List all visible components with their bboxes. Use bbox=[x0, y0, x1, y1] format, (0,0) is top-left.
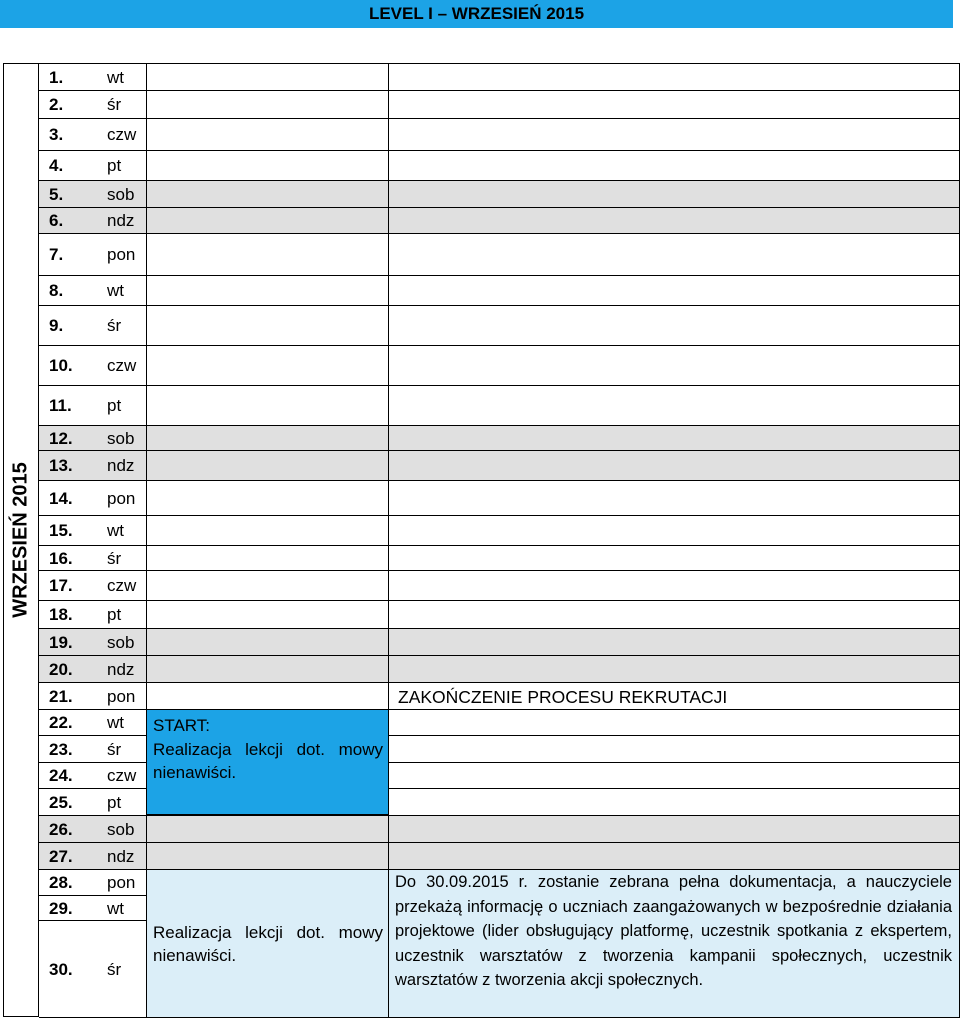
day-row bbox=[39, 118, 959, 150]
lessons-text-2: Realizacja lekcji dot. mowy nienawiści. bbox=[153, 923, 383, 965]
day-number: 26. bbox=[49, 820, 73, 839]
day-number: 9. bbox=[49, 316, 64, 335]
day-number: 30. bbox=[49, 960, 73, 979]
day-row bbox=[39, 180, 959, 207]
row-divider bbox=[388, 762, 959, 763]
day-row bbox=[39, 305, 959, 345]
day-of-week: śr bbox=[107, 960, 122, 979]
recruitment-end-text: ZAKOŃCZENIE PROCESU REKRUTACJI bbox=[398, 687, 728, 707]
day-row bbox=[39, 233, 959, 275]
day-of-week: śr bbox=[107, 95, 122, 114]
day-of-week: pon bbox=[107, 873, 136, 892]
header-title: LEVEL I – WRZESIEŃ 2015 bbox=[368, 4, 585, 23]
day-of-week: sob bbox=[107, 429, 135, 448]
day-row bbox=[39, 762, 146, 788]
day-number: 14. bbox=[49, 489, 73, 508]
day-of-week: czw bbox=[107, 576, 137, 595]
day-number: 23. bbox=[49, 740, 73, 759]
day-number: 22. bbox=[49, 713, 73, 732]
day-of-week: wt bbox=[107, 521, 124, 540]
day-number: 12. bbox=[49, 429, 73, 448]
day-row bbox=[39, 275, 959, 305]
day-row bbox=[39, 600, 959, 628]
day-row bbox=[39, 788, 146, 815]
day-of-week: ndz bbox=[107, 847, 135, 866]
day-of-week: ndz bbox=[107, 211, 135, 230]
day-of-week: śr bbox=[107, 740, 122, 759]
day-number: 5. bbox=[49, 185, 64, 204]
day-number: 8. bbox=[49, 281, 64, 300]
day-number: 27. bbox=[49, 847, 73, 866]
day-of-week: pt bbox=[107, 605, 122, 624]
day-of-week: pon bbox=[107, 245, 136, 264]
day-number: 16. bbox=[49, 549, 73, 568]
row-divider bbox=[388, 709, 959, 710]
day-of-week: czw bbox=[107, 766, 137, 785]
day-of-week: sob bbox=[107, 185, 135, 204]
day-of-week: czw bbox=[107, 356, 137, 375]
day-of-week: ndz bbox=[107, 660, 135, 679]
documentation-text: Do 30.09.2015 r. zostanie zebrana pełna dokumentacja, a nauczyciele przekażą informację o uczniach zaangażowanych w bezpośrednie działania projektowe (lider obsługujący platformę, uczestnik spotkania z ekspertem, uczestnik warsztatów z tworzenia kampanii społecznych, uczestnik warsztatów z tworzenia akcji społecznych. bbox=[395, 873, 952, 989]
day-row bbox=[39, 345, 959, 385]
day-number: 19. bbox=[49, 633, 73, 652]
day-number: 1. bbox=[49, 68, 64, 87]
day-number: 18. bbox=[49, 605, 73, 624]
day-row bbox=[39, 628, 959, 655]
row-divider bbox=[388, 788, 959, 789]
day-row bbox=[39, 63, 959, 90]
day-number: 21. bbox=[49, 687, 73, 706]
start-label: START: bbox=[153, 716, 210, 735]
month-label: WRZESIEŃ 2015 bbox=[9, 462, 32, 618]
day-row bbox=[39, 735, 146, 762]
day-row bbox=[39, 570, 959, 600]
day-number: 10. bbox=[49, 356, 73, 375]
day-row bbox=[39, 207, 959, 233]
column-divider bbox=[146, 63, 147, 709]
day-number: 20. bbox=[49, 660, 73, 679]
row-divider bbox=[388, 735, 959, 736]
day-of-week: pt bbox=[107, 793, 122, 812]
day-of-week: wt bbox=[107, 713, 124, 732]
day-of-week: pt bbox=[107, 396, 122, 415]
column-divider bbox=[146, 815, 147, 869]
row-divider bbox=[388, 815, 959, 816]
day-number: 4. bbox=[49, 156, 64, 175]
day-of-week: czw bbox=[107, 125, 137, 144]
day-of-week: wt bbox=[107, 281, 124, 300]
day-row bbox=[39, 920, 146, 1018]
day-of-week: pon bbox=[107, 687, 136, 706]
day-number: 7. bbox=[49, 245, 64, 264]
day-row bbox=[39, 842, 959, 869]
day-of-week: sob bbox=[107, 820, 135, 839]
day-number: 29. bbox=[49, 899, 73, 918]
day-row bbox=[39, 545, 959, 570]
day-row bbox=[39, 655, 959, 682]
day-number: 13. bbox=[49, 456, 73, 475]
day-of-week: ndz bbox=[107, 456, 135, 475]
day-number: 28. bbox=[49, 873, 73, 892]
day-of-week: pt bbox=[107, 156, 122, 175]
day-of-week: pon bbox=[107, 489, 136, 508]
day-row bbox=[39, 895, 146, 920]
day-row bbox=[39, 869, 146, 895]
day-row bbox=[39, 150, 959, 180]
day-row bbox=[39, 90, 959, 118]
day-number: 25. bbox=[49, 793, 73, 812]
day-row bbox=[39, 709, 146, 735]
day-number: 15. bbox=[49, 521, 73, 540]
day-of-week: śr bbox=[107, 316, 122, 335]
day-number: 3. bbox=[49, 125, 64, 144]
day-row bbox=[39, 480, 959, 515]
day-row bbox=[39, 425, 959, 450]
row-divider bbox=[388, 842, 959, 843]
day-number: 24. bbox=[49, 766, 73, 785]
day-row bbox=[39, 385, 959, 425]
day-number: 6. bbox=[49, 211, 64, 230]
day-of-week: wt bbox=[107, 68, 124, 87]
day-row bbox=[39, 815, 959, 842]
day-row bbox=[39, 515, 959, 545]
day-number: 2. bbox=[49, 95, 64, 114]
day-row bbox=[39, 450, 959, 480]
day-number: 17. bbox=[49, 576, 73, 595]
day-of-week: wt bbox=[107, 899, 124, 918]
day-of-week: sob bbox=[107, 633, 135, 652]
day-of-week: śr bbox=[107, 549, 122, 568]
lessons-text-1: Realizacja lekcji dot. mowy nienawiści. bbox=[153, 740, 383, 782]
day-number: 11. bbox=[49, 396, 72, 415]
